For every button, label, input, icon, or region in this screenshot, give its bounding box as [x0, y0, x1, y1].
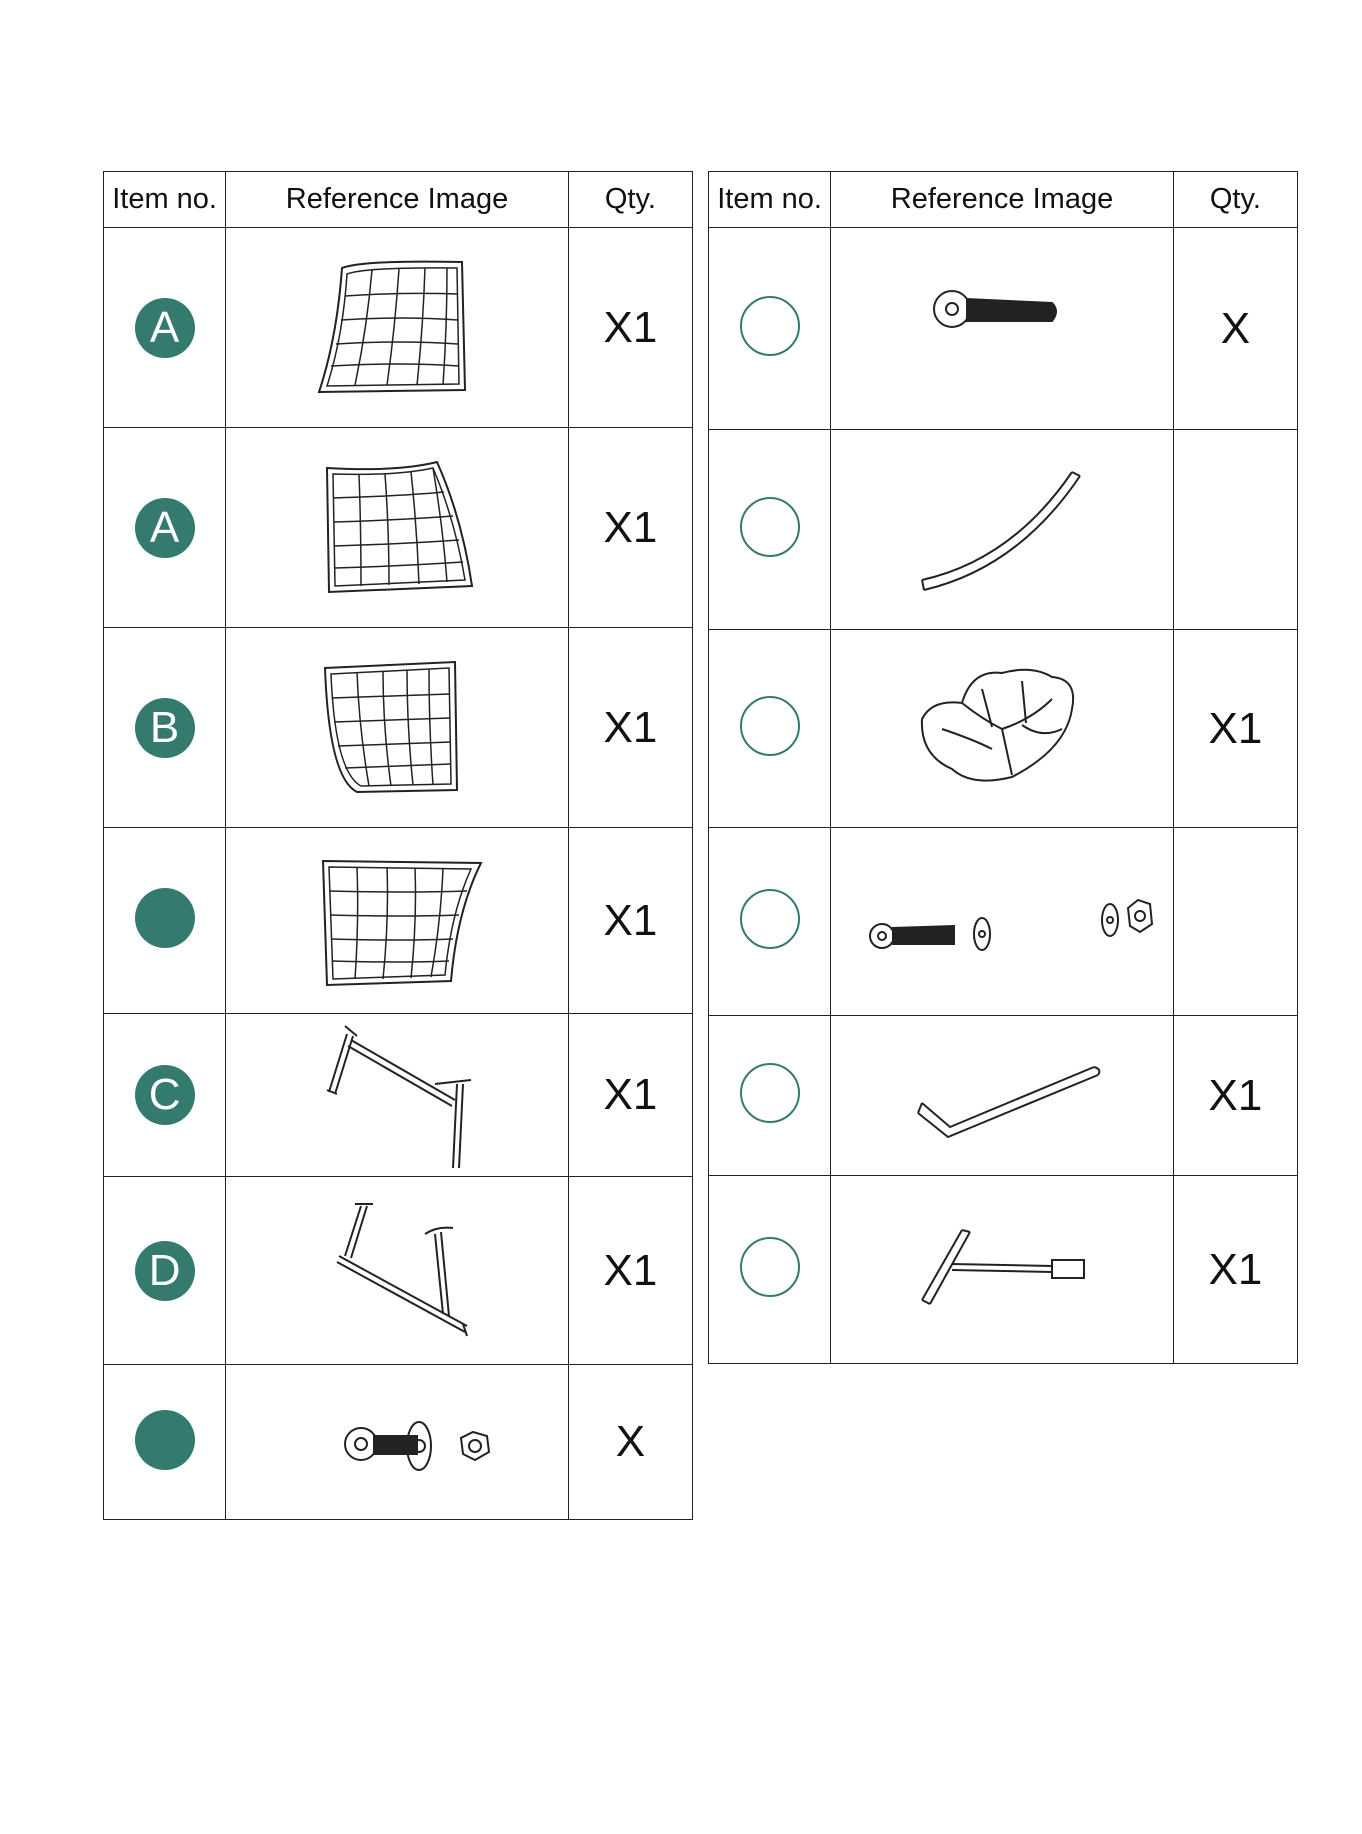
table-row — [709, 828, 1298, 1016]
table-header-row — [104, 172, 693, 228]
qty-value: X1 — [1208, 703, 1263, 753]
item-badge — [135, 1410, 195, 1470]
item-badge — [740, 696, 800, 756]
qty-value: X1 — [603, 1070, 658, 1119]
header-item-no: Item no. — [709, 172, 831, 228]
qty-value: X1 — [603, 895, 658, 945]
item-badge: A — [135, 498, 195, 558]
qty-value: X — [1220, 303, 1251, 353]
item-badge: B — [135, 698, 195, 758]
item-badge: A — [135, 298, 195, 358]
qty-value: X — [615, 1417, 646, 1466]
qty-value: X1 — [603, 1245, 658, 1295]
item-badge — [135, 888, 195, 948]
qty-value: X1 — [603, 502, 658, 552]
bolt-washer-nut-icon — [277, 1392, 517, 1492]
table-header-row — [709, 172, 1298, 228]
bolt-washer-set-icon — [842, 872, 1162, 972]
table-row — [104, 1365, 693, 1520]
table-row — [104, 1014, 693, 1177]
curved-bar-icon — [902, 460, 1102, 600]
mesh-panel-icon — [307, 458, 487, 598]
item-badge — [740, 296, 800, 356]
table-row — [709, 1016, 1298, 1176]
header-reference-image: Reference Image — [831, 172, 1174, 228]
table-row — [709, 228, 1298, 430]
leg-frame-icon — [307, 1020, 487, 1170]
allen-key-icon — [892, 1041, 1112, 1151]
item-badge: D — [135, 1241, 195, 1301]
item-badge — [740, 497, 800, 557]
mesh-panel-icon — [307, 658, 487, 798]
header-item-no: Item no. — [104, 172, 226, 228]
t-wrench-icon — [902, 1220, 1102, 1320]
table-row — [104, 828, 693, 1014]
bolt-icon — [912, 269, 1092, 389]
qty-value: X1 — [1208, 1070, 1263, 1120]
header-qty: Qty. — [568, 172, 692, 228]
qty-value: X1 — [603, 302, 658, 352]
header-qty: Qty. — [1173, 172, 1297, 228]
item-badge — [740, 889, 800, 949]
leg-frame-icon — [307, 1196, 487, 1346]
table-row — [104, 228, 693, 428]
table-row — [104, 628, 693, 828]
header-reference-image: Reference Image — [226, 172, 569, 228]
mesh-panel-icon — [307, 258, 487, 398]
qty-value: X1 — [603, 702, 658, 752]
parts-table-left — [103, 171, 693, 1520]
item-badge: C — [135, 1065, 195, 1125]
table-row — [709, 1176, 1298, 1364]
parts-table-right — [708, 171, 1298, 1364]
mesh-panel-icon — [307, 851, 487, 991]
item-badge — [740, 1063, 800, 1123]
table-row — [709, 630, 1298, 828]
table-row — [104, 1177, 693, 1365]
table-row — [709, 430, 1298, 630]
item-badge — [740, 1237, 800, 1297]
qty-value: X1 — [1208, 1244, 1263, 1294]
cushion-icon — [902, 659, 1102, 799]
table-row — [104, 428, 693, 628]
